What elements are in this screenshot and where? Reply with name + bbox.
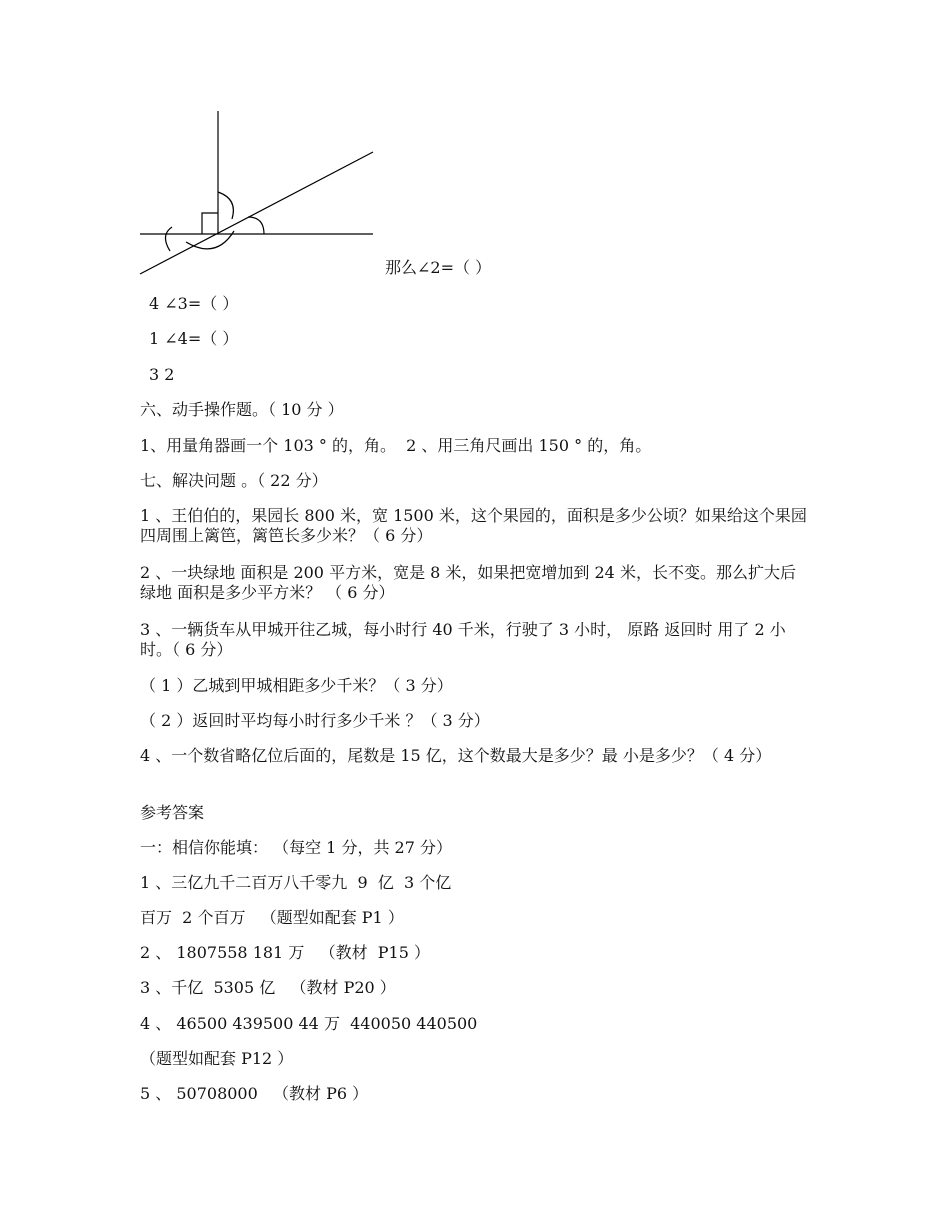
text-line: 1 ∠4=（ ） (149, 329, 239, 348)
text-line: （ 2 ）返回时平均每小时行多少千米 ？（ 3 分） (140, 711, 490, 730)
angle-arc-right (248, 217, 264, 234)
text-line: 1 、三亿九千二百万八千零九 9 亿 3 个亿 (140, 873, 452, 892)
slanted-line (140, 152, 373, 274)
figure-caption: 那么∠2=（ ） (385, 258, 492, 277)
angle-diagram (130, 105, 390, 285)
right-angle-marker (202, 213, 218, 234)
angle-arc-left (165, 227, 172, 251)
section-heading: 六、动手操作题。（ 10 分 ） (140, 400, 344, 419)
section-heading: 七、解决问题 。（ 22 分） (140, 471, 328, 490)
question-paragraph: 4 、一个数省略亿位后面的，尾数是 15 亿，这个数最大是多少？最 小是多少？（ 4 分） (140, 746, 772, 765)
text-line: （题型如配套 P12 ） (140, 1049, 294, 1068)
text-line: 3 、千亿 5305 亿 （教材 P20 ） (140, 978, 396, 997)
question-paragraph: 3 、一辆货车从甲城开往乙城，每小时行 40 千米，行驶了 3 小时， 原路 返回时 用了 2 小时。（ 6 分） (140, 620, 786, 659)
text-line: 3 2 (149, 365, 175, 384)
text-line: 4 、 46500 439500 44 万 440050 440500 (140, 1014, 478, 1033)
text-line: 一：相信你能填： （每空 1 分，共 27 分） (140, 838, 452, 857)
text-line: 百万 2 个百万 （题型如配套 P1 ） (140, 908, 404, 927)
text-line: （ 1 ）乙城到甲城相距多少千米？（ 3 分） (140, 676, 453, 695)
text-line: 2 、 1807558 181 万 （教材 P15 ） (140, 943, 430, 962)
text-line: 1、用量角器画一个 103 ° 的，角。 2 、用三角尺画出 150 ° 的，角。 (140, 436, 652, 455)
question-paragraph: 2 、一块绿地 面积是 200 平方米，宽是 8 米，如果把宽增加到 24 米，长不变。那么扩大后绿地 面积是多少平方米？ （ 6 分） (140, 563, 796, 602)
question-paragraph: 1 、王伯伯的，果园长 800 米，宽 1500 米，这个果园的，面积是多少公顷？如果给这个果园四周围上篱笆，篱笆长多少米？（ 6 分） (140, 506, 807, 545)
text-line: 4 ∠3=（ ） (149, 294, 239, 313)
text-line: 5 、 50708000 （教材 P6 ） (140, 1084, 369, 1103)
section-heading: 参考答案 (140, 803, 205, 822)
angle-arc-upper (218, 192, 233, 219)
